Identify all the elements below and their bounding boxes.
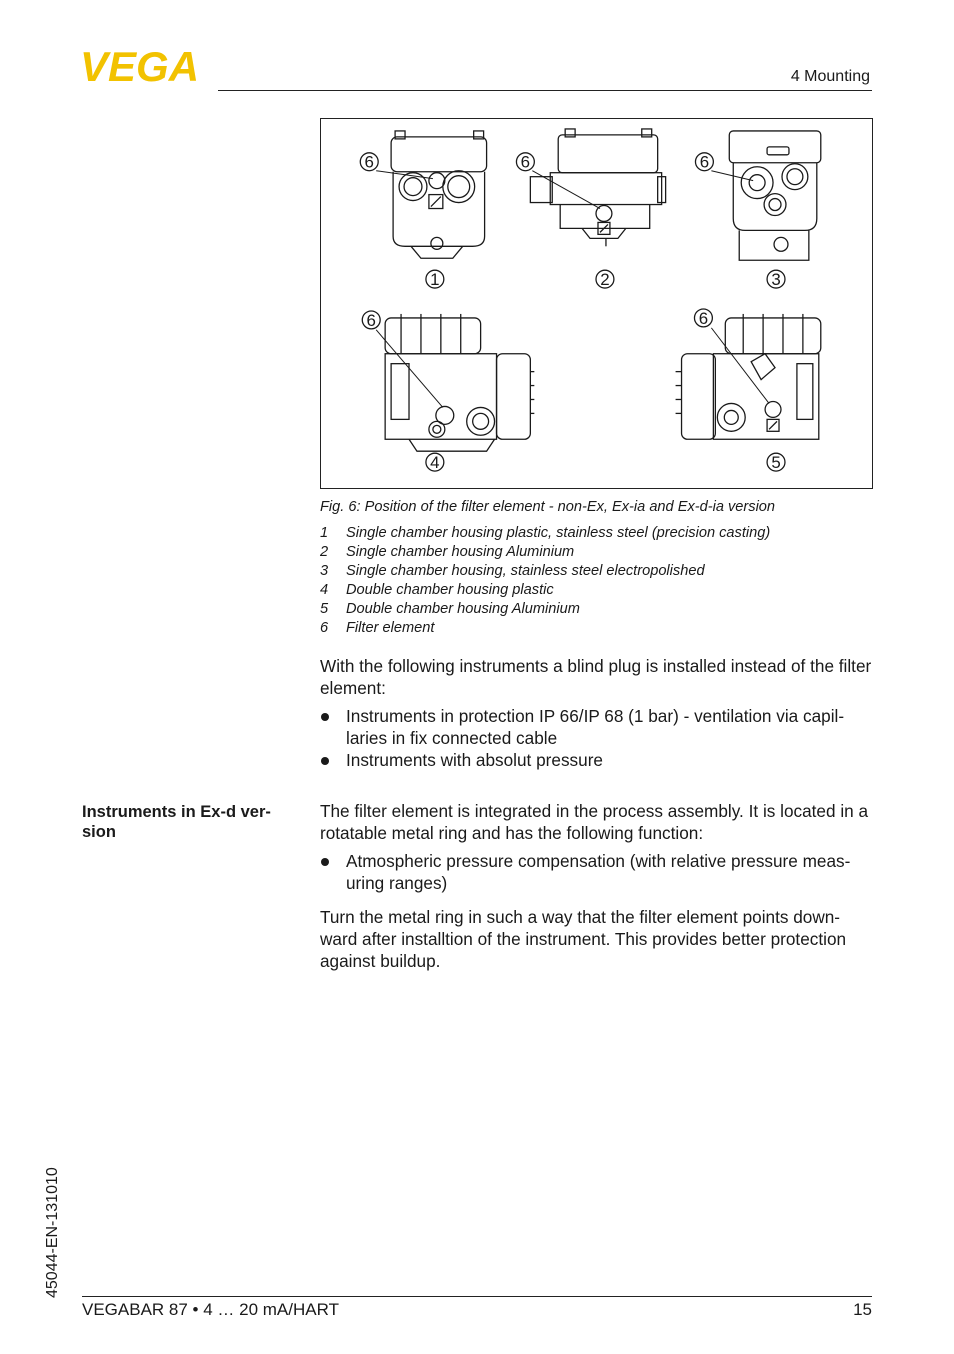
legend-item: 1 Single chamber housing plastic, stainless steel (precision casting) bbox=[320, 525, 771, 541]
legend-item: 2 Single chamber housing Aluminium bbox=[320, 544, 575, 560]
marker-6-a: 6 bbox=[364, 152, 374, 172]
header-divider bbox=[218, 90, 872, 91]
page-number: 15 bbox=[853, 1300, 872, 1319]
bullet-list-ex-d bbox=[320, 850, 876, 894]
figure-housings bbox=[320, 118, 873, 489]
paragraph-metal-ring: Turn the metal ring in such a way that the filter element points down-ward after installtion of the instrument. This provides better protection against buildup. bbox=[320, 907, 847, 971]
side-heading-ex-d: Instruments in Ex-d ver-sion bbox=[82, 803, 271, 841]
housing-4-drawing bbox=[385, 314, 534, 451]
bullet-icon bbox=[321, 858, 329, 866]
figure-legend bbox=[320, 524, 770, 638]
vega-logo bbox=[80, 50, 212, 84]
legend-item: 3 Single chamber housing, stainless steel electropolished bbox=[320, 563, 705, 579]
section-label: 4 Mounting bbox=[790, 68, 870, 85]
logo-text: VEGA bbox=[80, 50, 200, 84]
marker-6-d: 6 bbox=[366, 310, 376, 330]
figure-caption: Fig. 6: Position of the filter element - non-Ex, Ex-ia and Ex-d-ia version bbox=[320, 499, 776, 515]
marker-4: 4 bbox=[430, 453, 440, 473]
footer-divider bbox=[82, 1296, 872, 1297]
legend-item: 4 Double chamber housing plastic bbox=[320, 582, 554, 598]
legend-item: 5 Double chamber housing Aluminium bbox=[320, 601, 580, 617]
document-id: 45044-EN-131010 bbox=[44, 1167, 61, 1298]
footer-product: VEGABAR 87 • 4 … 20 mA/HART bbox=[82, 1300, 339, 1319]
housing-3-drawing bbox=[729, 131, 821, 260]
paragraph-blind-plug: With the following instruments a blind plug is installed instead of the filter element: bbox=[320, 656, 872, 698]
housing-1-drawing bbox=[391, 131, 486, 258]
bullet-icon bbox=[321, 713, 329, 721]
housing-2-drawing bbox=[530, 129, 665, 246]
list-item: Atmospheric pressure compensation (with relative pressure meas-uring ranges) bbox=[320, 850, 876, 894]
marker-3: 3 bbox=[771, 270, 781, 290]
paragraph-ex-d: The filter element is integrated in the process assembly. It is located in a rotatable metal ring and has the following function: bbox=[320, 801, 869, 843]
marker-6-b: 6 bbox=[520, 152, 531, 172]
bullet-icon bbox=[321, 757, 329, 765]
legend-item: 6 Filter element bbox=[320, 620, 435, 636]
marker-5: 5 bbox=[771, 453, 781, 473]
list-item: Instruments in protection IP 66/IP 68 (1 bar) - ventilation via capil-laries in fix connected cable bbox=[320, 705, 876, 749]
marker-6-c: 6 bbox=[699, 152, 710, 172]
marker-1: 1 bbox=[430, 270, 440, 290]
list-item: Instruments with absolut pressure bbox=[320, 749, 876, 771]
marker-6-e: 6 bbox=[698, 308, 709, 328]
marker-2: 2 bbox=[600, 270, 610, 290]
bullet-list-blind-plug bbox=[320, 705, 876, 771]
figure-markers bbox=[360, 153, 785, 472]
